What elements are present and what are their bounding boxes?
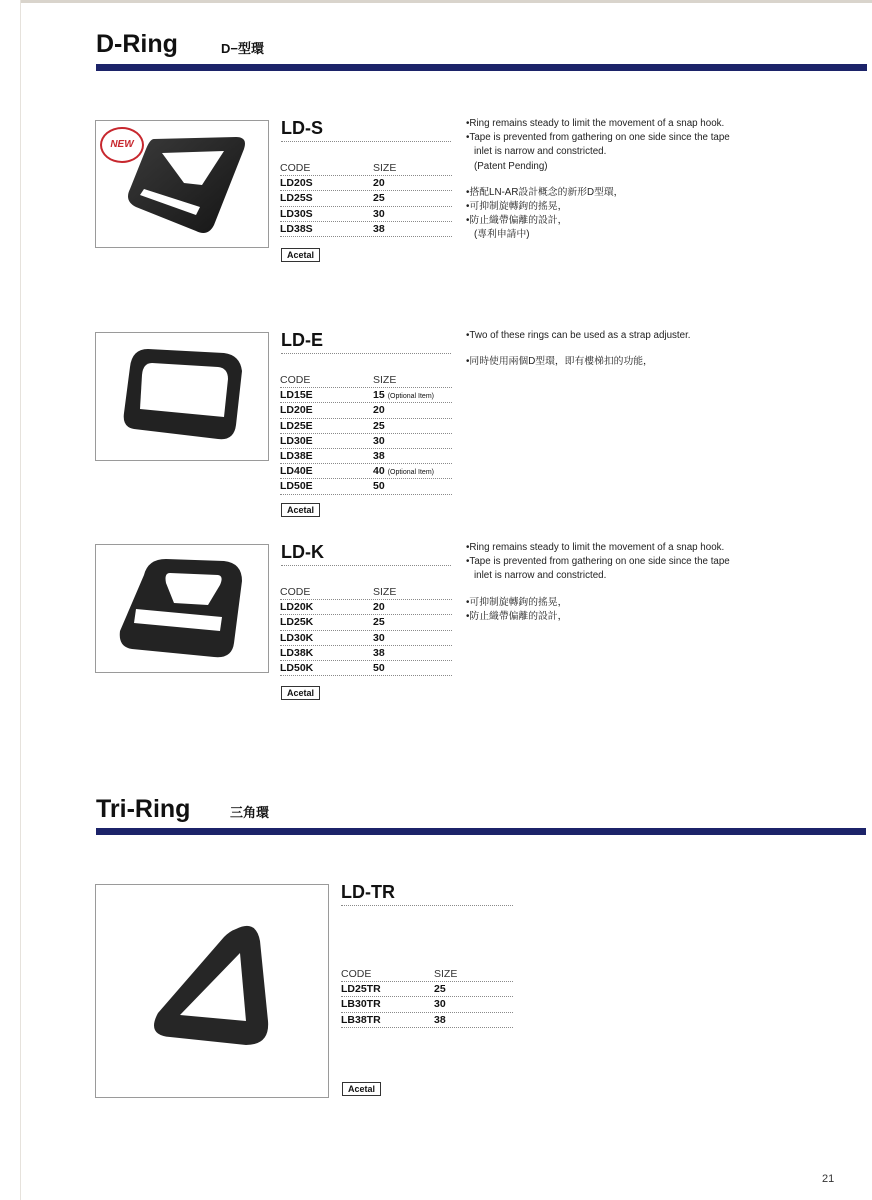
material-label-ld-tr: Acetal: [342, 1082, 381, 1096]
size-cell: 50: [373, 480, 385, 493]
note-line-zh: •同時使用兩個D型環，即有樓梯扣的功能，: [466, 356, 653, 368]
code-header: CODE: [280, 374, 311, 386]
page-left-edge: [20, 0, 21, 1200]
code-cell: LD50K: [280, 661, 314, 674]
product-photo-ld-e: [95, 332, 269, 461]
size-cell: 25: [373, 419, 385, 432]
new-badge: NEW: [100, 127, 144, 163]
product-photo-ld-tr: [95, 884, 329, 1098]
spec-row: [280, 600, 452, 615]
model-title-ld-k: LD-K: [281, 542, 324, 562]
note-line-zh: •可抑制旋轉鉤的搖晃，: [466, 596, 568, 608]
spec-row: [280, 419, 452, 434]
spec-table-ld-e: [280, 373, 452, 495]
spec-row: [280, 388, 452, 403]
size-header: SIZE: [373, 374, 397, 386]
size-cell: 30: [373, 434, 385, 447]
size-header: SIZE: [434, 968, 458, 980]
spec-row: [280, 464, 452, 479]
optional-note: (Optional Item): [387, 393, 434, 401]
spec-header: [280, 161, 452, 176]
model-underline-ld-e: [281, 353, 451, 354]
spec-row: [341, 997, 513, 1012]
section-title-tri-ring: Tri-Ring: [96, 795, 191, 823]
size-cell: 30: [373, 207, 385, 220]
code-cell: LD30S: [280, 207, 313, 220]
size-cell: 30: [373, 631, 385, 644]
spec-row: [280, 631, 452, 646]
code-cell: LB38TR: [341, 1013, 381, 1026]
code-cell: LD38E: [280, 449, 313, 462]
spec-row: [341, 1013, 513, 1028]
size-cell: 50: [373, 661, 385, 674]
material-label-ld-s: Acetal: [281, 248, 320, 262]
size-cell: 38: [434, 1013, 446, 1026]
size-value: 40: [373, 465, 385, 478]
spec-row: [280, 646, 452, 661]
section-title-d-ring: D-Ring: [96, 30, 178, 58]
size-cell: 38: [373, 222, 385, 235]
page-top-edge: [20, 0, 872, 3]
note-line-zh: •搭配LN-AR設計概念的新形D型環，: [466, 186, 624, 198]
code-cell: LD20E: [280, 404, 313, 417]
model-title-ld-tr: LD-TR: [341, 882, 395, 902]
section-subtitle-d-ring: D−型環: [221, 41, 264, 56]
note-line-zh: (專利申請中): [474, 229, 530, 241]
note-line: •Ring remains steady to limit the movement of a snap hook.: [466, 118, 725, 129]
model-title-ld-s: LD-S: [281, 118, 323, 138]
code-cell: LD25E: [280, 419, 313, 432]
note-line: inlet is narrow and constricted.: [474, 146, 607, 158]
spec-row: [280, 403, 452, 418]
product-notes-ld-k: [466, 541, 730, 624]
code-cell: LD20S: [280, 177, 313, 190]
note-line-zh: •防止織帶偏離的設計，: [466, 610, 568, 622]
optional-note: (Optional Item): [387, 469, 434, 477]
spec-table-ld-k: [280, 585, 452, 676]
model-underline-ld-s: [281, 141, 451, 142]
product-notes-ld-s: [466, 117, 730, 243]
note-line: •Tape is prevented from gathering on one side since the tape: [466, 132, 730, 144]
product-notes-ld-e: [466, 329, 691, 369]
note-line: •Ring remains steady to limit the movement of a snap hook.: [466, 542, 725, 553]
size-cell: 25: [434, 983, 446, 996]
code-header: CODE: [341, 968, 372, 980]
code-header: CODE: [280, 586, 311, 598]
code-cell: LB30TR: [341, 998, 381, 1011]
spec-row: [280, 191, 452, 206]
code-cell: LD38K: [280, 646, 314, 659]
note-line: inlet is narrow and constricted.: [474, 570, 607, 582]
code-cell: LD30K: [280, 631, 314, 644]
note-line-zh: •防止織帶偏離的設計，: [466, 215, 568, 227]
section-subtitle-tri-ring: 三角環: [230, 805, 270, 820]
page-number: 21: [822, 1173, 835, 1185]
size-cell: 20: [373, 601, 385, 614]
code-cell: LD25S: [280, 192, 313, 205]
product-photo-ld-k: [95, 544, 269, 673]
model-underline-ld-k: [281, 565, 451, 566]
size-cell: 38: [373, 449, 385, 462]
code-cell: LD30E: [280, 434, 313, 447]
spec-row: [280, 434, 452, 449]
code-cell: LD40E: [280, 465, 313, 478]
section-rule-d-ring: [96, 64, 867, 71]
note-line: •Two of these rings can be used as a strap adjuster.: [466, 330, 691, 341]
spec-row: [280, 661, 452, 676]
code-cell: LD20K: [280, 601, 314, 614]
size-cell: 20: [373, 404, 385, 417]
size-cell: 25: [373, 192, 385, 205]
size-cell: 20: [373, 177, 385, 190]
spec-row: [280, 176, 452, 191]
model-underline-ld-tr: [341, 905, 513, 906]
size-header: SIZE: [373, 162, 397, 174]
material-label-ld-k: Acetal: [281, 686, 320, 700]
size-cell: 25: [373, 616, 385, 629]
spec-row: [341, 982, 513, 997]
spec-row: [280, 479, 452, 494]
spec-header: [280, 585, 452, 600]
spec-row: [280, 615, 452, 630]
spec-table-ld-tr: [341, 967, 513, 1028]
section-rule-tri-ring: [96, 828, 866, 835]
spec-row: [280, 449, 452, 464]
size-cell: [373, 389, 434, 401]
size-cell: 30: [434, 998, 446, 1011]
spec-table-ld-s: [280, 161, 452, 237]
size-cell: 38: [373, 646, 385, 659]
code-cell: LD15E: [280, 389, 313, 402]
note-line: •Tape is prevented from gathering on one side since the tape: [466, 556, 730, 568]
spec-header: [280, 373, 452, 388]
code-cell: LD38S: [280, 222, 313, 235]
size-value: 15: [373, 389, 385, 402]
spec-row: [280, 222, 452, 237]
code-header: CODE: [280, 162, 311, 174]
size-header: SIZE: [373, 586, 397, 598]
code-cell: LD25K: [280, 616, 314, 629]
code-cell: LD50E: [280, 480, 313, 493]
note-line-zh: •可抑制旋轉鉤的搖晃，: [466, 201, 568, 213]
spec-header: [341, 967, 513, 982]
material-label-ld-e: Acetal: [281, 503, 320, 517]
spec-row: [280, 207, 452, 222]
code-cell: LD25TR: [341, 983, 381, 996]
model-title-ld-e: LD-E: [281, 330, 323, 350]
product-photo-ld-s: [95, 120, 269, 248]
size-cell: [373, 465, 434, 477]
note-line: (Patent Pending): [474, 160, 548, 172]
